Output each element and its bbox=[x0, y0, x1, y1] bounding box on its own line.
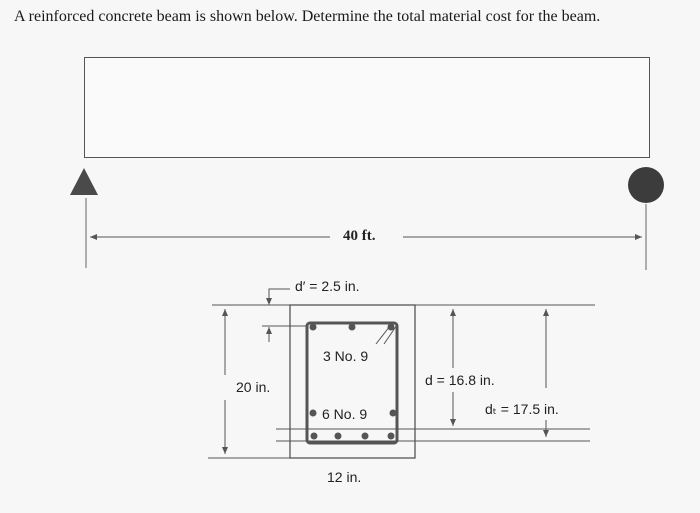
bottom-rebar bbox=[390, 410, 397, 417]
bottom-rebar bbox=[335, 433, 342, 440]
effective-depth-label: d = 16.8 in. bbox=[425, 372, 495, 388]
top-rebar bbox=[310, 324, 317, 331]
roller-support-icon bbox=[628, 167, 664, 203]
bottom-rebar bbox=[388, 433, 395, 440]
width-label: 12 in. bbox=[327, 469, 362, 485]
d-prime-leader bbox=[269, 289, 290, 300]
stirrup bbox=[307, 323, 397, 443]
d-prime-label: d′ = 2.5 in. bbox=[295, 278, 360, 294]
top-rebar bbox=[349, 324, 356, 331]
span-label: 40 ft. bbox=[343, 228, 376, 244]
extreme-depth-label: dₜ = 17.5 in. bbox=[485, 401, 559, 417]
height-label: 20 in. bbox=[236, 379, 271, 395]
top-rebar bbox=[388, 324, 395, 331]
pin-support-icon bbox=[70, 168, 98, 195]
bottom-rebar bbox=[362, 433, 369, 440]
bottom-bars-label: 6 No. 9 bbox=[322, 406, 368, 422]
bottom-rebar bbox=[310, 410, 317, 417]
bottom-rebar bbox=[311, 433, 318, 440]
top-bars-label: 3 No. 9 bbox=[323, 348, 369, 364]
problem-statement: A reinforced concrete beam is shown below. Determine the total material cost for the beam. bbox=[14, 8, 601, 25]
